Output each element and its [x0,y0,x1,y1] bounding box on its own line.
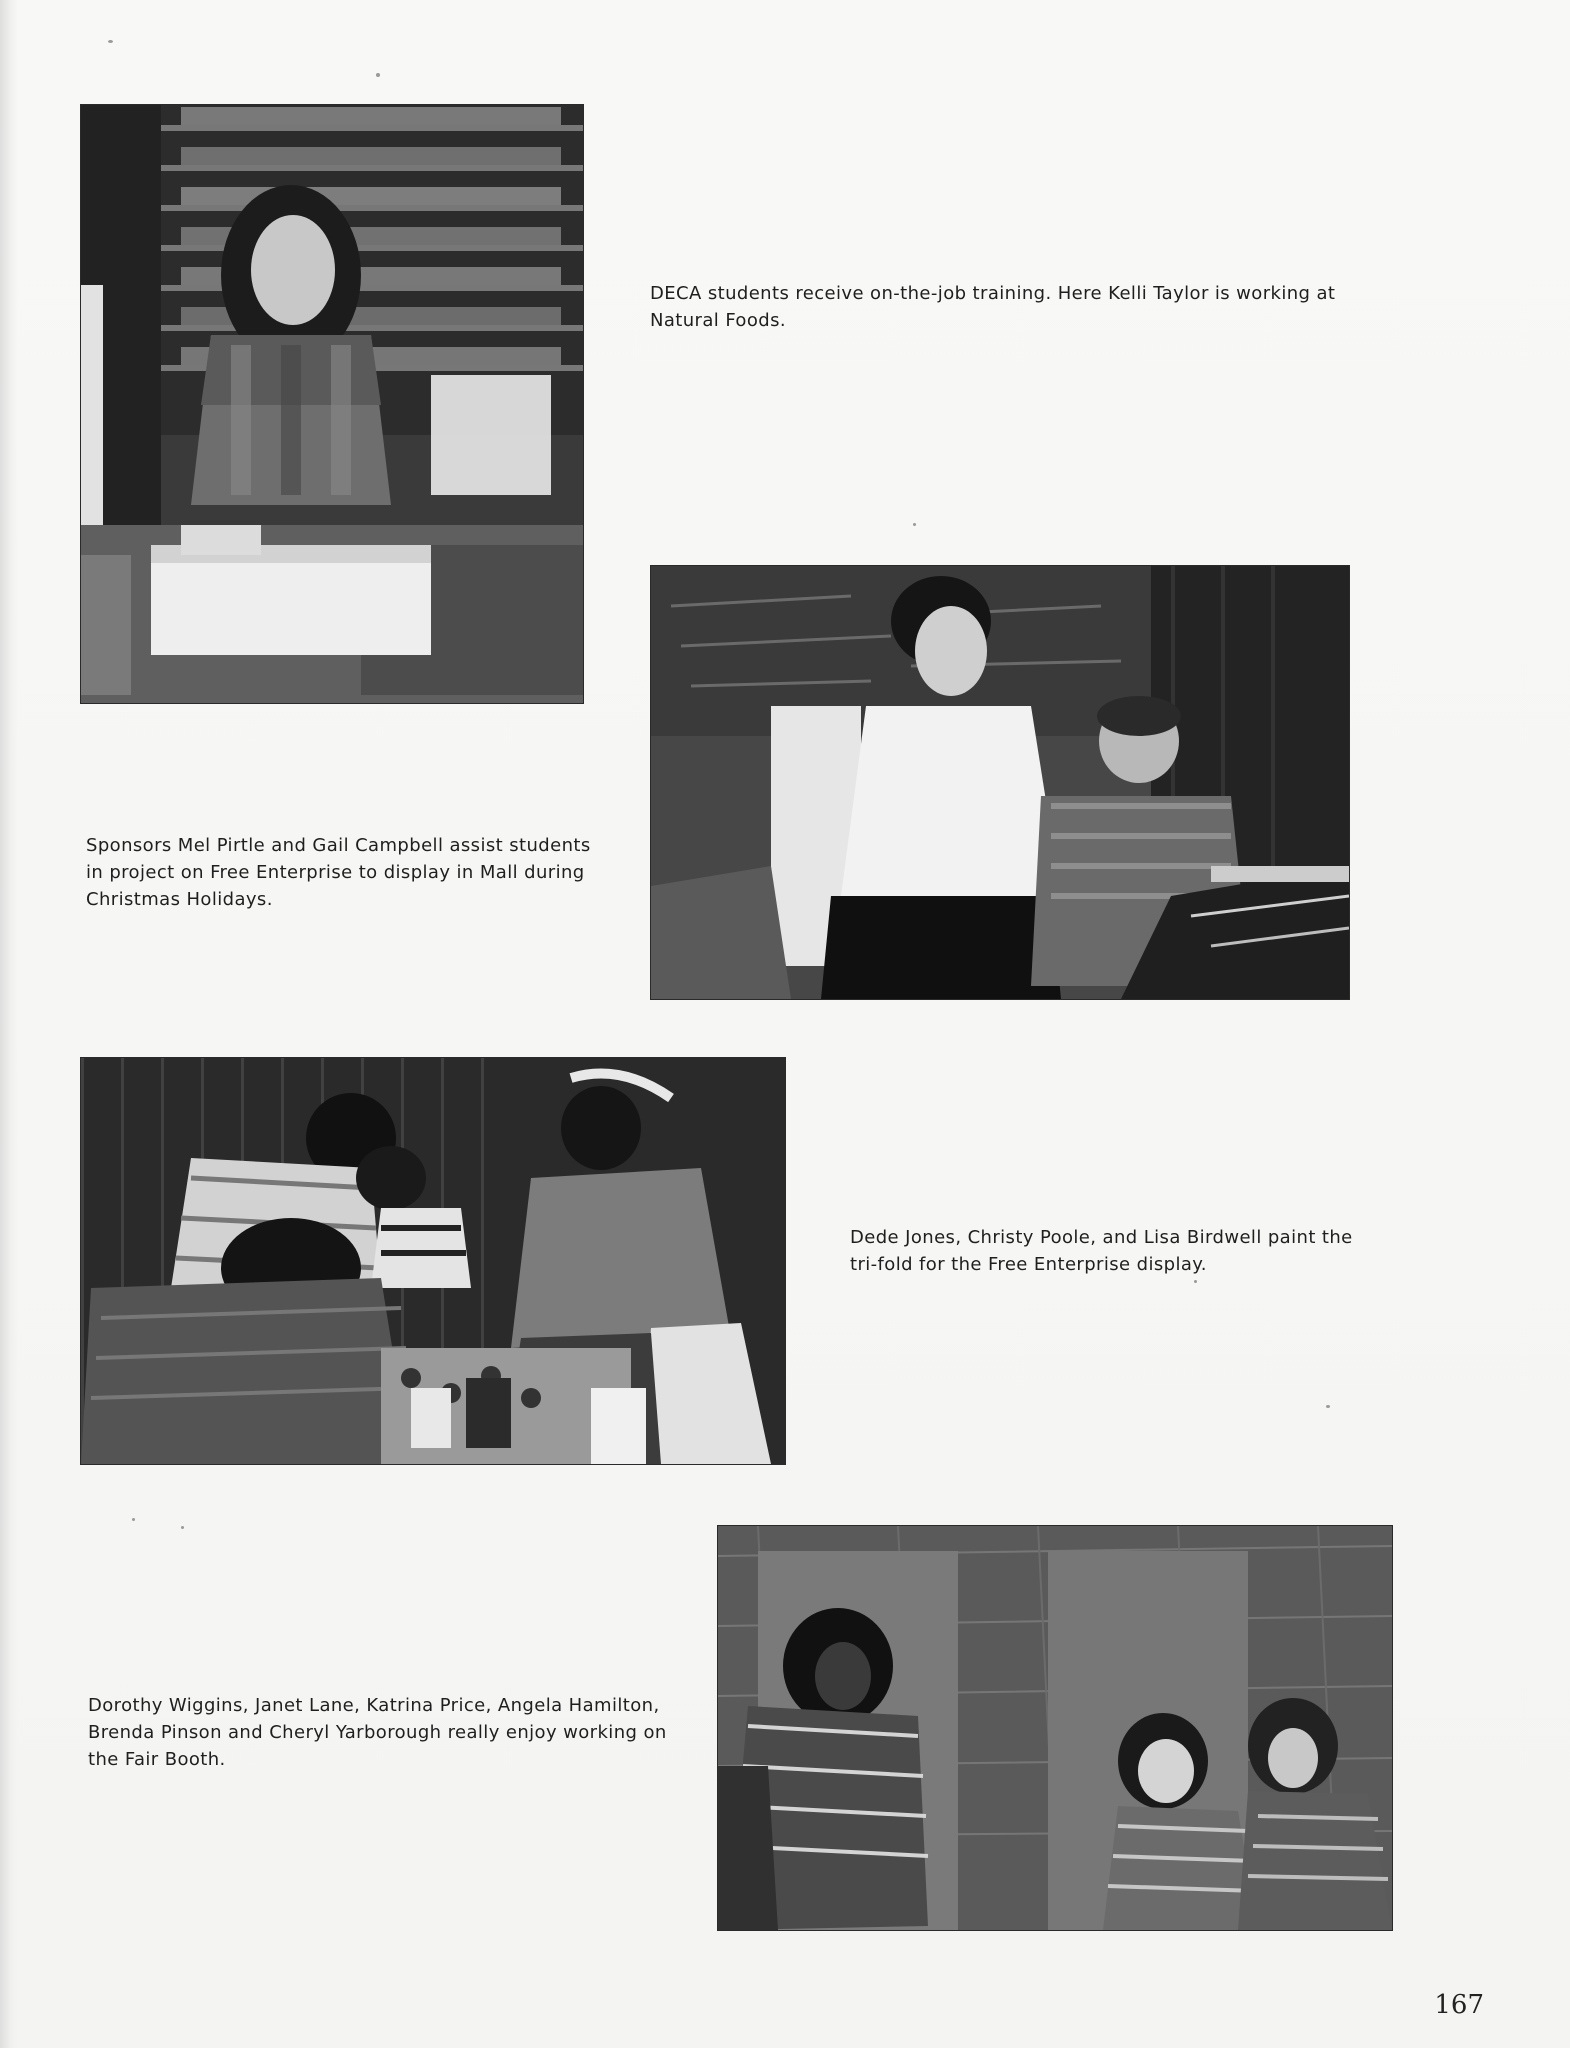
scan-speck [913,523,916,526]
caption-deca: DECA students receive on-the-job training. Here Kelli Taylor is working at Natural Foods. [650,283,1336,331]
caption-sponsors: Sponsors Mel Pirtle and Gail Campbell assist students in project on Free Enterprise to display in Mall during Christmas Holidays. [86,835,591,910]
scan-speck [376,73,380,77]
scan-speck [181,1526,184,1529]
photo-trifold-image [81,1058,785,1464]
photo-fair-booth-image [718,1526,1392,1930]
photo-sponsors-image [651,566,1349,999]
scan-speck [1326,1405,1330,1408]
photo-sponsors [650,565,1350,1000]
scan-speck [132,1518,135,1521]
photo-natural-foods-image [81,105,583,703]
caption-trifold: Dede Jones, Christy Poole, and Lisa Birdwell paint the tri-fold for the Free Enterprise display. [850,1227,1353,1275]
photo-trifold [80,1057,786,1465]
binding-shadow [0,0,18,2048]
caption-fair-booth: Dorothy Wiggins, Janet Lane, Katrina Price, Angela Hamilton, Brenda Pinson and Cheryl Yarborough really enjoy working on the Fair Booth. [88,1695,667,1770]
photo-fair-booth [717,1525,1393,1931]
page-number: 167 [1434,1990,1484,2020]
photo-natural-foods [80,104,584,704]
scan-speck [1194,1280,1197,1283]
scan-speck [108,40,113,43]
